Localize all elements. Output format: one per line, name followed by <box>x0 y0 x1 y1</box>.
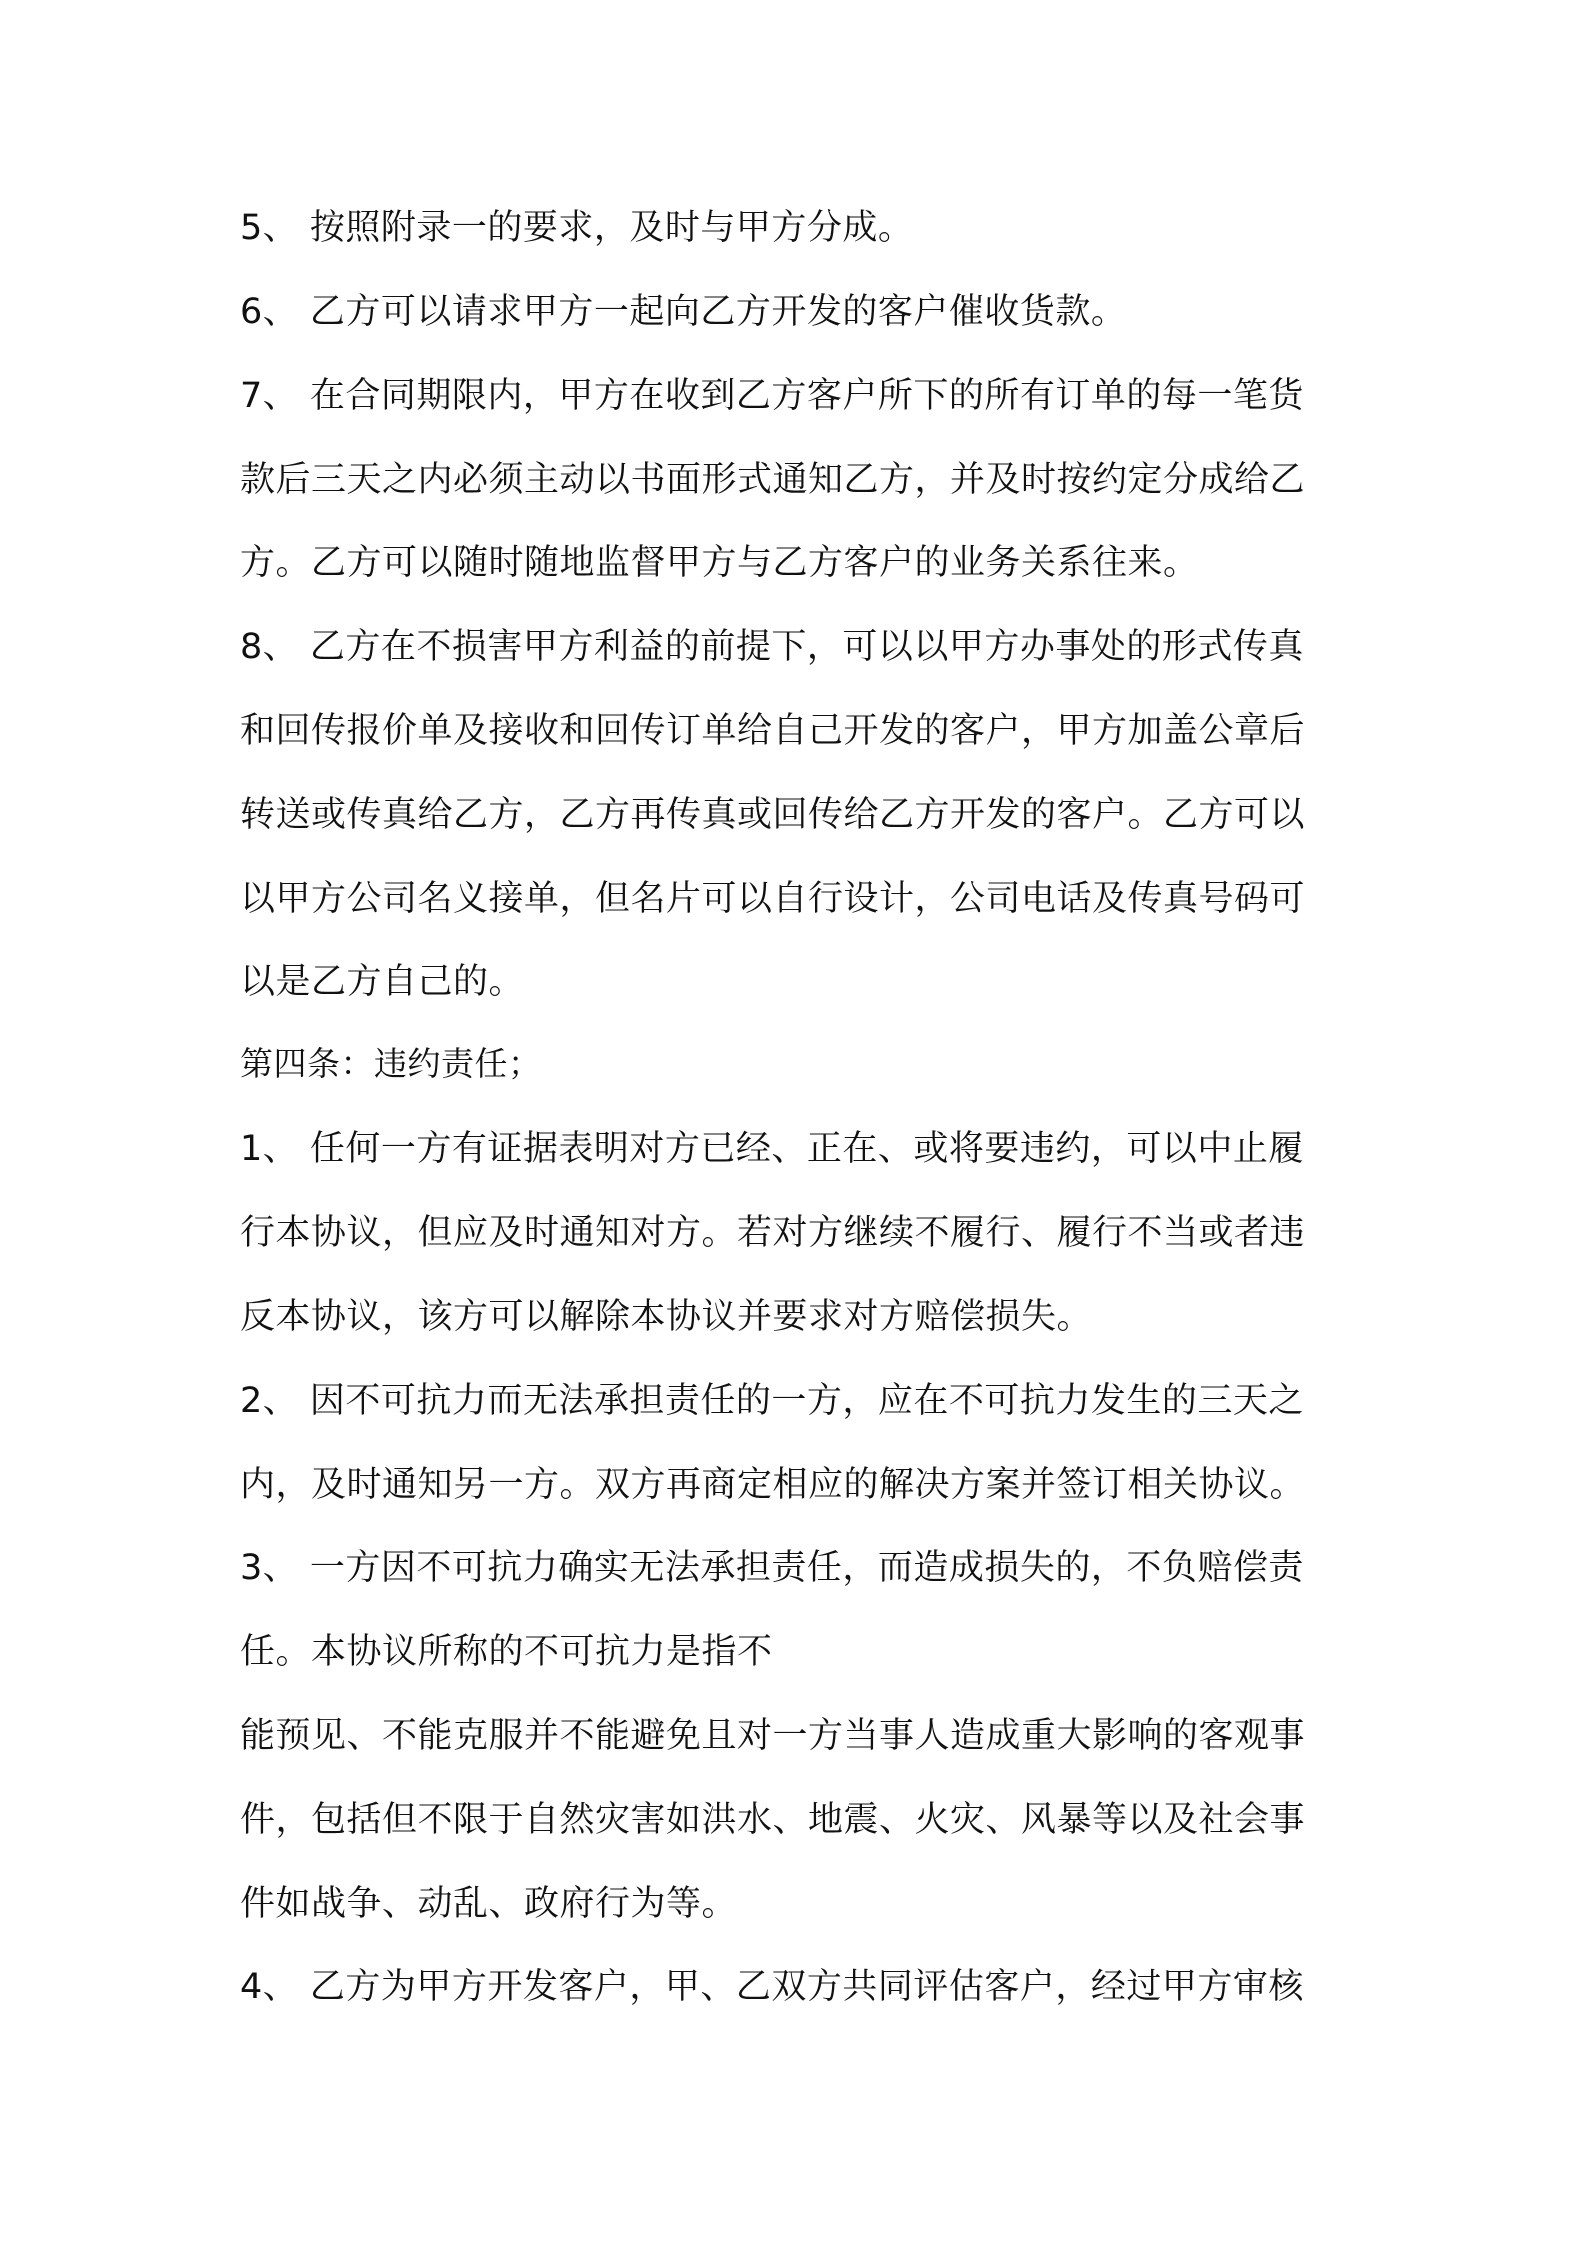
text-line: 以是乙方自己的。 <box>240 962 525 1002</box>
section-heading: 第四条：违约责任； <box>240 1044 542 1083</box>
text-line: 方。乙方可以随时随地监督甲方与乙方客户的业务关系往来。 <box>240 543 1199 583</box>
text-line: 8、 乙方在不损害甲方利益的前提下，可以以甲方办事处的形式传真 <box>240 627 1304 667</box>
text-line: 任。本协议所称的不可抗力是指不 <box>240 1632 773 1672</box>
text-line: 6、 乙方可以请求甲方一起向乙方开发的客户催收货款。 <box>240 292 1127 332</box>
text-line: 内，及时通知另一方。双方再商定相应的解决方案并签订相关协议。 <box>240 1465 1306 1505</box>
text-line: 反本协议，该方可以解除本协议并要求对方赔偿损失。 <box>240 1297 1093 1337</box>
text-line: 转送或传真给乙方，乙方再传真或回传给乙方开发的客户。乙方可以 <box>240 795 1306 835</box>
text-line: 件如战争、动乱、政府行为等。 <box>240 1884 738 1924</box>
text-line: 2、 因不可抗力而无法承担责任的一方，应在不可抗力发生的三天之 <box>240 1381 1304 1421</box>
text-line: 和回传报价单及接收和回传订单给自己开发的客户，甲方加盖公章后 <box>240 711 1306 751</box>
text-line: 4、 乙方为甲方开发客户，甲、乙双方共同评估客户，经过甲方审核 <box>240 1967 1304 2007</box>
text-line: 1、 任何一方有证据表明对方已经、正在、或将要违约，可以中止履 <box>240 1129 1304 1169</box>
text-line: 款后三天之内必须主动以书面形式通知乙方，并及时按约定分成给乙 <box>240 460 1306 500</box>
text-line: 7、 在合同期限内，甲方在收到乙方客户所下的所有订单的每一笔货 <box>240 376 1304 416</box>
text-line: 3、 一方因不可抗力确实无法承担责任，而造成损失的，不负赔偿责 <box>240 1548 1304 1588</box>
text-line: 能预见、不能克服并不能避免且对一方当事人造成重大影响的客观事 <box>240 1716 1306 1756</box>
text-line: 5、 按照附录一的要求，及时与甲方分成。 <box>240 208 914 248</box>
text-line: 件，包括但不限于自然灾害如洪水、地震、火灾、风暴等以及社会事 <box>240 1800 1306 1840</box>
text-line: 以甲方公司名义接单，但名片可以自行设计，公司电话及传真号码可 <box>240 879 1306 919</box>
text-line: 行本协议，但应及时通知对方。若对方继续不履行、履行不当或者违 <box>240 1213 1306 1253</box>
